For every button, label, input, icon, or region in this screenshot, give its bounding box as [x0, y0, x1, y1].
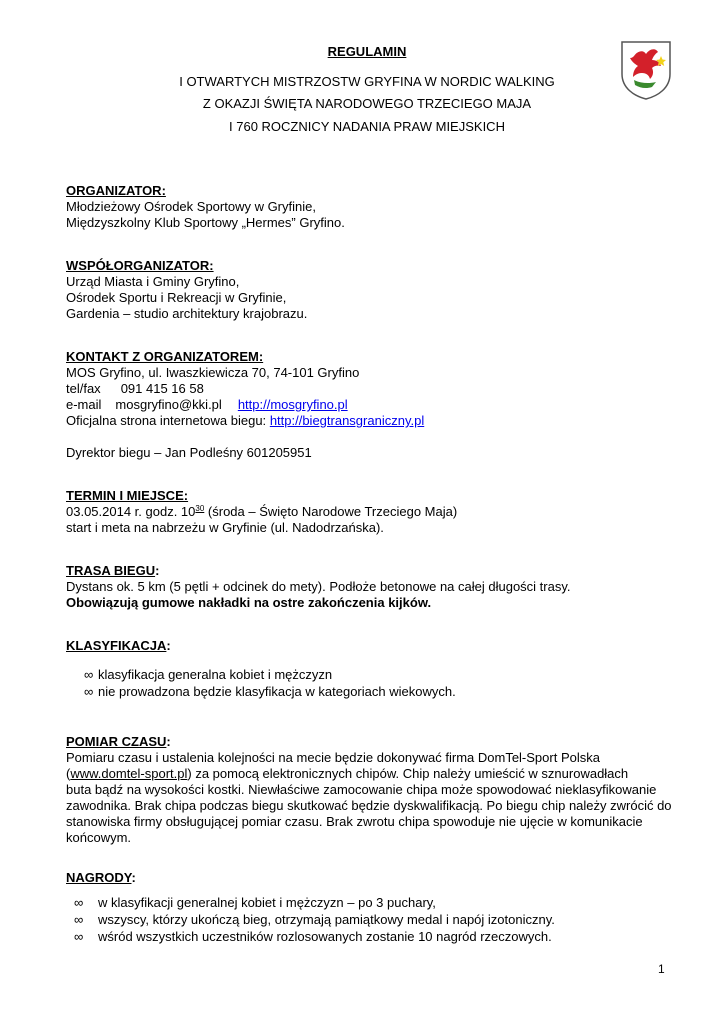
term-heading: TERMIN I MIEJSCE:	[66, 488, 189, 503]
email-address: mosgryfino@kki.pl	[115, 397, 222, 412]
coorganizer-line: Ośrodek Sportu i Rekreacji w Gryfinie,	[66, 290, 287, 305]
contact-address: MOS Gryfino, ul. Iwaszkiewicza 70, 74-101 Gryfino	[66, 365, 360, 380]
date-text: 03.05.2014 r. godz. 10	[66, 504, 196, 519]
title-line-1: I OTWARTYCH MISTRZOSTW GRYFINA W NORDIC WALKING	[179, 74, 555, 89]
timing-line-2-text: ) za pomocą elektronicznych chipów. Chip należy umieścić w sznurowadłach	[187, 766, 629, 781]
timing-heading: POMIAR CZASU	[66, 734, 167, 749]
term-date	[66, 504, 676, 520]
organizer-heading: ORGANIZATOR:	[66, 183, 166, 198]
domtel-website-link[interactable]: www.domtel-sport.pl	[70, 766, 188, 781]
list-item-text: w klasyfikacji generalnej kobiet i mężczyzn – po 3 puchary,	[98, 895, 436, 910]
organizer-line: Młodzieżowy Ośrodek Sportowy w Gryfinie,	[66, 199, 316, 214]
prizes-heading: NAGRODY	[66, 870, 132, 885]
timing-rest: buta bądź na wysokości kostki. Niewłaściwe zamocowanie chipa może spowodować nieklasyfikowanie zawodnika. Brak chipa podczas biegu skutkować będzie dyskwalifikacją. Po biegu chip należy zwrócić do stanowiska firmy obsługującej pomiar czasu. Brak zwrotu chipa spowoduje nie ujęcie w komunikacie końcowym.	[66, 782, 672, 845]
coorganizer-heading: WSPÓŁORGANIZATOR:	[66, 258, 214, 273]
classification-heading: KLASYFIKACJA	[66, 638, 167, 653]
classification-section	[66, 638, 676, 701]
bullet-icon: ∞	[74, 895, 84, 910]
list-item-text: wśród wszystkich uczestników rozlosowanych zostanie 10 nagród rzeczowych.	[98, 929, 552, 944]
list-item	[66, 667, 676, 684]
route-requirement: Obowiązują gumowe nakładki na ostre zakończenia kijków.	[66, 595, 432, 610]
time-minutes: 30	[195, 504, 205, 513]
list-item-text: klasyfikacja generalna kobiet i mężczyzn	[98, 667, 333, 682]
list-item	[66, 929, 676, 946]
bullet-icon: ∞	[74, 929, 84, 944]
contact-site-line	[66, 413, 676, 429]
organizer-section	[66, 183, 676, 231]
race-website-link[interactable]: http://biegtransgraniczny.pl	[269, 413, 425, 428]
timing-heading-line	[66, 734, 676, 750]
prizes-heading-colon: :	[131, 870, 136, 885]
prizes-list	[66, 895, 676, 946]
timing-section	[66, 734, 676, 846]
title-line-2: Z OKAZJI ŚWIĘTA NARODOWEGO TRZECIEGO MAJA	[202, 96, 532, 111]
list-item-text: wszyscy, którzy ukończą bieg, otrzymają pamiątkowy medal i napój izotoniczny.	[98, 912, 555, 927]
coorganizer-section	[66, 258, 676, 322]
phone-number: 091 415 16 58	[120, 381, 204, 396]
prizes-heading-line	[66, 870, 676, 886]
bullet-icon: ∞	[84, 667, 94, 682]
term-place: start i meta na nabrzeżu w Gryfinie (ul. Nadodrzańska).	[66, 520, 384, 535]
phone-label: tel/fax	[66, 381, 101, 396]
coorganizer-line: Urząd Miasta i Gminy Gryfino,	[66, 274, 240, 289]
bullet-icon: ∞	[84, 684, 94, 699]
page-number: 1	[658, 962, 665, 976]
route-description: Dystans ok. 5 km (5 pętli + odcinek do mety). Podłoże betonowe na całej długości trasy.	[66, 579, 571, 594]
timing-heading-colon: :	[166, 734, 171, 749]
list-item	[66, 684, 676, 701]
contact-section	[66, 349, 676, 461]
paren-open: (	[66, 766, 71, 781]
route-heading-colon: :	[155, 563, 160, 578]
list-item-text: nie prowadzona będzie klasyfikacja w kategoriach wiekowych.	[98, 684, 456, 699]
list-item	[66, 895, 676, 912]
contact-heading: KONTAKT Z ORGANIZATOREM:	[66, 349, 264, 364]
route-heading-line	[66, 563, 676, 579]
classification-list	[66, 667, 676, 701]
timing-line-2	[66, 766, 676, 782]
contact-phone-line	[66, 381, 676, 397]
coorganizer-line: Gardenia – studio architektury krajobrazu.	[66, 306, 308, 321]
mos-website-link[interactable]: http://mosgryfino.pl	[237, 397, 348, 412]
date-description: (środa – Święto Narodowe Trzeciego Maja)	[204, 504, 458, 519]
list-item	[66, 912, 676, 929]
timing-line-1: Pomiaru czasu i ustalenia kolejności na mecie będzie dokonywać firma DomTel-Sport Polska	[66, 750, 600, 765]
term-section	[66, 488, 676, 536]
route-section	[66, 563, 676, 611]
site-label: Oficjalna strona internetowa biegu:	[66, 413, 267, 428]
email-label: e-mail	[66, 397, 102, 412]
organizer-line: Międzyszkolny Klub Sportowy „Hermes” Gryfino.	[66, 215, 345, 230]
route-heading: TRASA BIEGU	[66, 563, 156, 578]
race-director: Dyrektor biegu – Jan Podleśny 601205951	[66, 445, 312, 460]
classification-heading-line	[66, 638, 676, 654]
bullet-icon: ∞	[74, 912, 84, 927]
document-title: REGULAMIN	[327, 44, 407, 59]
classification-heading-colon: :	[166, 638, 171, 653]
title-line-3: I 760 ROCZNICY NADANIA PRAW MIEJSKICH	[229, 119, 505, 134]
gryfino-coat-of-arms-icon	[620, 40, 672, 100]
prizes-section	[66, 870, 676, 946]
contact-email-line	[66, 397, 676, 413]
